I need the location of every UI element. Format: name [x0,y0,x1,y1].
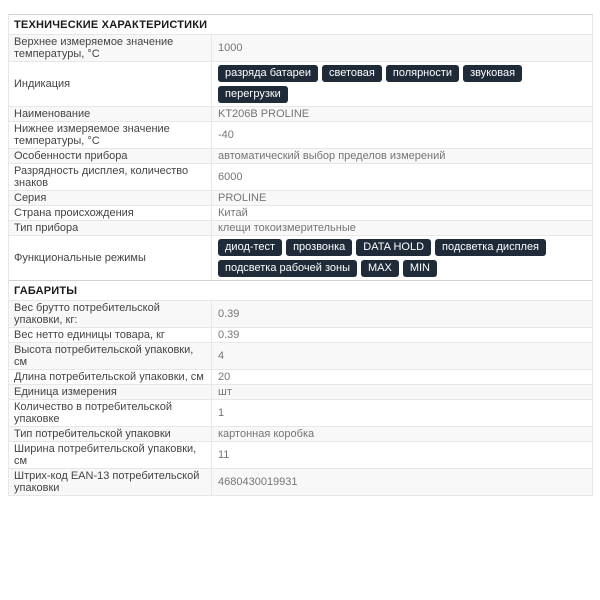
spec-value: 1 [211,400,592,426]
spec-label: Наименование [14,108,91,120]
spec-label: Особенности прибора [14,150,128,162]
spec-row [8,34,593,61]
spec-value: 4 [211,343,592,369]
value-badge: MAX [361,260,399,277]
value-badge: подсветка дисплея [435,239,546,256]
spec-label: Тип потребительской упаковки [14,428,171,440]
spec-value: шт [211,385,592,399]
spec-value [211,236,592,280]
spec-row [8,426,593,441]
spec-value: 6000 [211,164,592,190]
spec-value: 1000 [211,35,592,61]
spec-value: 4680430019931 [211,469,592,495]
value-badge: подсветка рабочей зоны [218,260,357,277]
spec-row [8,300,593,327]
spec-label: Высота потребительской упаковки, см [14,344,194,368]
section-title: ГАБАРИТЫ [8,280,593,300]
value-badge: MIN [403,260,437,277]
spec-row [8,163,593,190]
value-badge: DATA HOLD [356,239,431,256]
spec-row [8,384,593,399]
spec-label: Функциональные режимы [14,252,146,264]
spec-label: Нижнее измеряемое значение температуры, °С [14,123,170,147]
spec-label: Количество в потребительской упаковке [14,401,172,425]
spec-value: -40 [211,122,592,148]
spec-row [8,399,593,426]
spec-value: 20 [211,370,592,384]
value-badge: прозвонка [286,239,352,256]
value-badge: полярности [386,65,459,82]
value-badge: разряда батареи [218,65,318,82]
section-title: ТЕХНИЧЕСКИЕ ХАРАКТЕРИСТИКИ [8,14,593,34]
spec-row [8,220,593,235]
spec-row [8,468,593,495]
spec-value: 0.39 [211,301,592,327]
value-badge: диод-тест [218,239,282,256]
spec-row [8,121,593,148]
spec-label: Разрядность дисплея, количество знаков [14,165,189,189]
spec-value: KT206B PROLINE [211,107,592,121]
spec-value: PROLINE [211,191,592,205]
spec-label: Длина потребительской упаковки, см [14,371,204,383]
spec-label: Штрих-код EAN-13 потребительской упаковки [14,470,200,494]
spec-row [8,148,593,163]
spec-label: Единица измерения [14,386,117,398]
spec-row [8,327,593,342]
spec-row [8,235,593,280]
spec-label: Ширина потребительской упаковки, см [14,443,197,467]
spec-value: 0.39 [211,328,592,342]
spec-label: Страна происхождения [14,207,134,219]
spec-table [8,14,593,496]
spec-value: клещи токоизмерительные [211,221,592,235]
spec-value [211,62,592,106]
spec-row [8,205,593,220]
spec-row [8,342,593,369]
spec-label: Вес нетто единицы товара, кг [14,329,165,341]
spec-label: Тип прибора [14,222,79,234]
spec-value: автоматический выбор пределов измерений [211,149,592,163]
spec-row [8,190,593,205]
spec-label: Серия [14,192,47,204]
value-badge: световая [322,65,382,82]
spec-row [8,106,593,121]
spec-value: Китай [211,206,592,220]
spec-label: Вес брутто потребительской упаковки, кг: [14,302,160,326]
spec-row [8,441,593,468]
spec-label: Верхнее измеряемое значение температуры, °С [14,36,174,60]
spec-value: картонная коробка [211,427,592,441]
spec-value: 11 [211,442,592,468]
spec-label: Индикация [14,78,71,90]
spec-row [8,369,593,384]
value-badge: перегрузки [218,86,288,103]
spec-row [8,61,593,106]
value-badge: звуковая [463,65,522,82]
